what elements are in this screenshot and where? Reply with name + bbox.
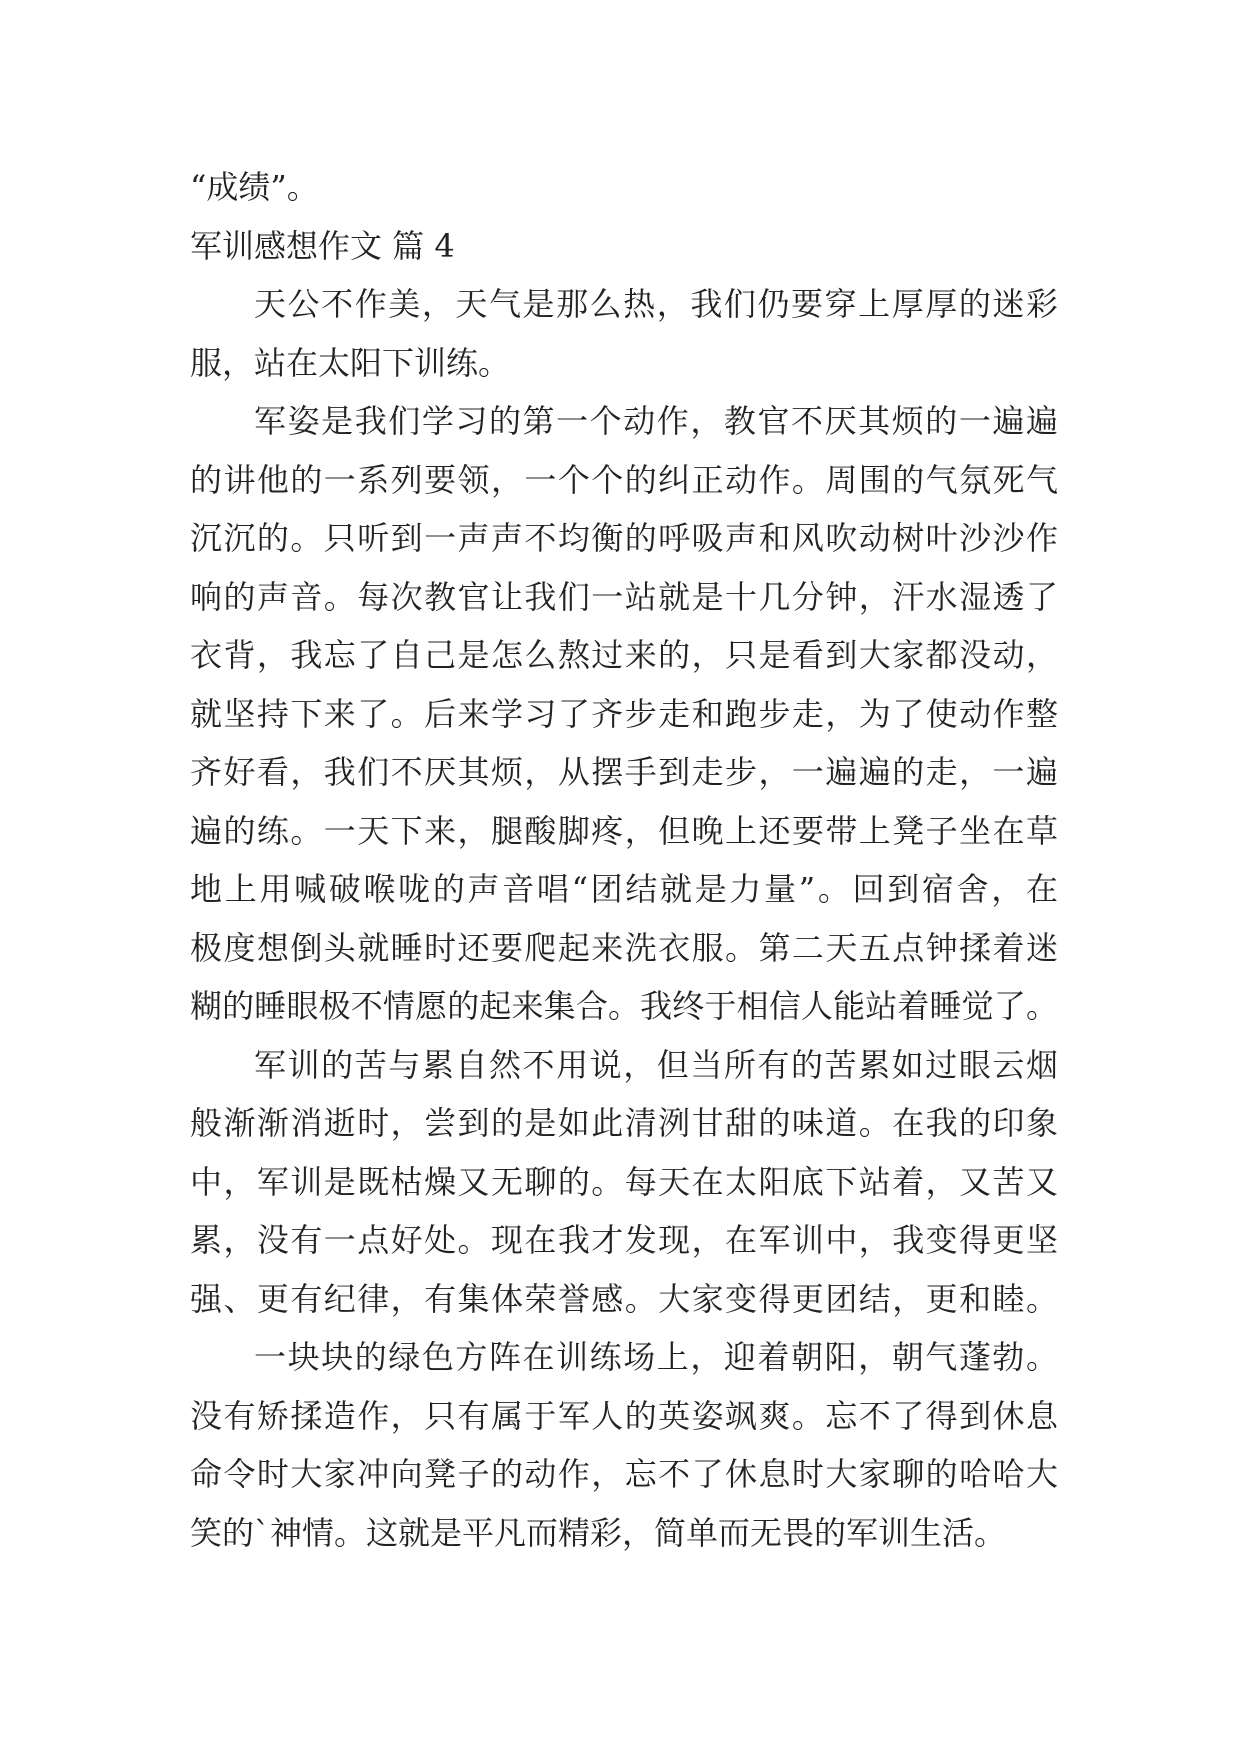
text-line: 强、更有纪律，有集体荣誉感。大家变得更团结，更和睦。 xyxy=(190,1279,1058,1318)
text-line: 中，军训是既枯燥又无聊的。每天在太阳底下站着，又苦又 xyxy=(190,1162,1058,1201)
text-line: 地上用喊破喉咙的声音唱“团结就是力量”。回到宿舍，在 xyxy=(190,870,1058,908)
section-heading: 军训感想作文 篇 4 xyxy=(190,226,455,265)
document-body xyxy=(190,158,1058,1562)
text-line: 就坚持下来了。后来学习了齐步走和跑步走，为了使动作整 xyxy=(190,694,1058,733)
text-line: 极度想倒头就睡时还要爬起来洗衣服。第二天五点钟揉着迷 xyxy=(190,928,1058,967)
text-line: 没有矫揉造作，只有属于军人的英姿飒爽。忘不了得到休息 xyxy=(190,1396,1058,1435)
text-line: 沉沉的。只听到一声声不均衡的呼吸声和风吹动树叶沙沙作 xyxy=(190,519,1058,557)
text-line: 遍的练。一天下来，腿酸脚疼，但晚上还要带上凳子坐在草 xyxy=(190,811,1058,850)
text-line: 衣背，我忘了自己是怎么熬过来的，只是看到大家都没动， xyxy=(190,636,1058,674)
text-line: 响的声音。每次教官让我们一站就是十几分钟，汗水湿透了 xyxy=(190,577,1058,616)
text-line: 的讲他的一系列要领，一个个的纠正动作。周围的气氛死气 xyxy=(190,460,1058,499)
text-line: 军训的苦与累自然不用说，但当所有的苦累如过眼云烟 xyxy=(254,1045,1058,1084)
text-line: 齐好看，我们不厌其烦，从摆手到走步，一遍遍的走，一遍 xyxy=(190,753,1058,791)
text-line: “成绩”。 xyxy=(190,168,319,206)
text-line: 命令时大家冲向凳子的动作，忘不了休息时大家聊的哈哈大 xyxy=(190,1455,1058,1493)
text-line: 般渐渐消逝时，尝到的是如此清洌甘甜的味道。在我的印象 xyxy=(190,1104,1058,1142)
text-line: 服，站在太阳下训练。 xyxy=(190,343,511,382)
text-line: 一块块的绿色方阵在训练场上，迎着朝阳，朝气蓬勃。 xyxy=(254,1338,1058,1376)
text-line: 天公不作美，天气是那么热，我们仍要穿上厚厚的迷彩 xyxy=(254,285,1058,323)
text-line: 糊的睡眼极不情愿的起来集合。我终于相信人能站着睡觉了。 xyxy=(190,987,1058,1025)
text-line: 累，没有一点好处。现在我才发现，在军训中，我变得更坚 xyxy=(190,1221,1058,1259)
text-line: 军姿是我们学习的第一个动作，教官不厌其烦的一遍遍 xyxy=(254,402,1058,440)
text-line: 笑的`神情。这就是平凡而精彩，简单而无畏的军训生活。 xyxy=(190,1513,1007,1552)
